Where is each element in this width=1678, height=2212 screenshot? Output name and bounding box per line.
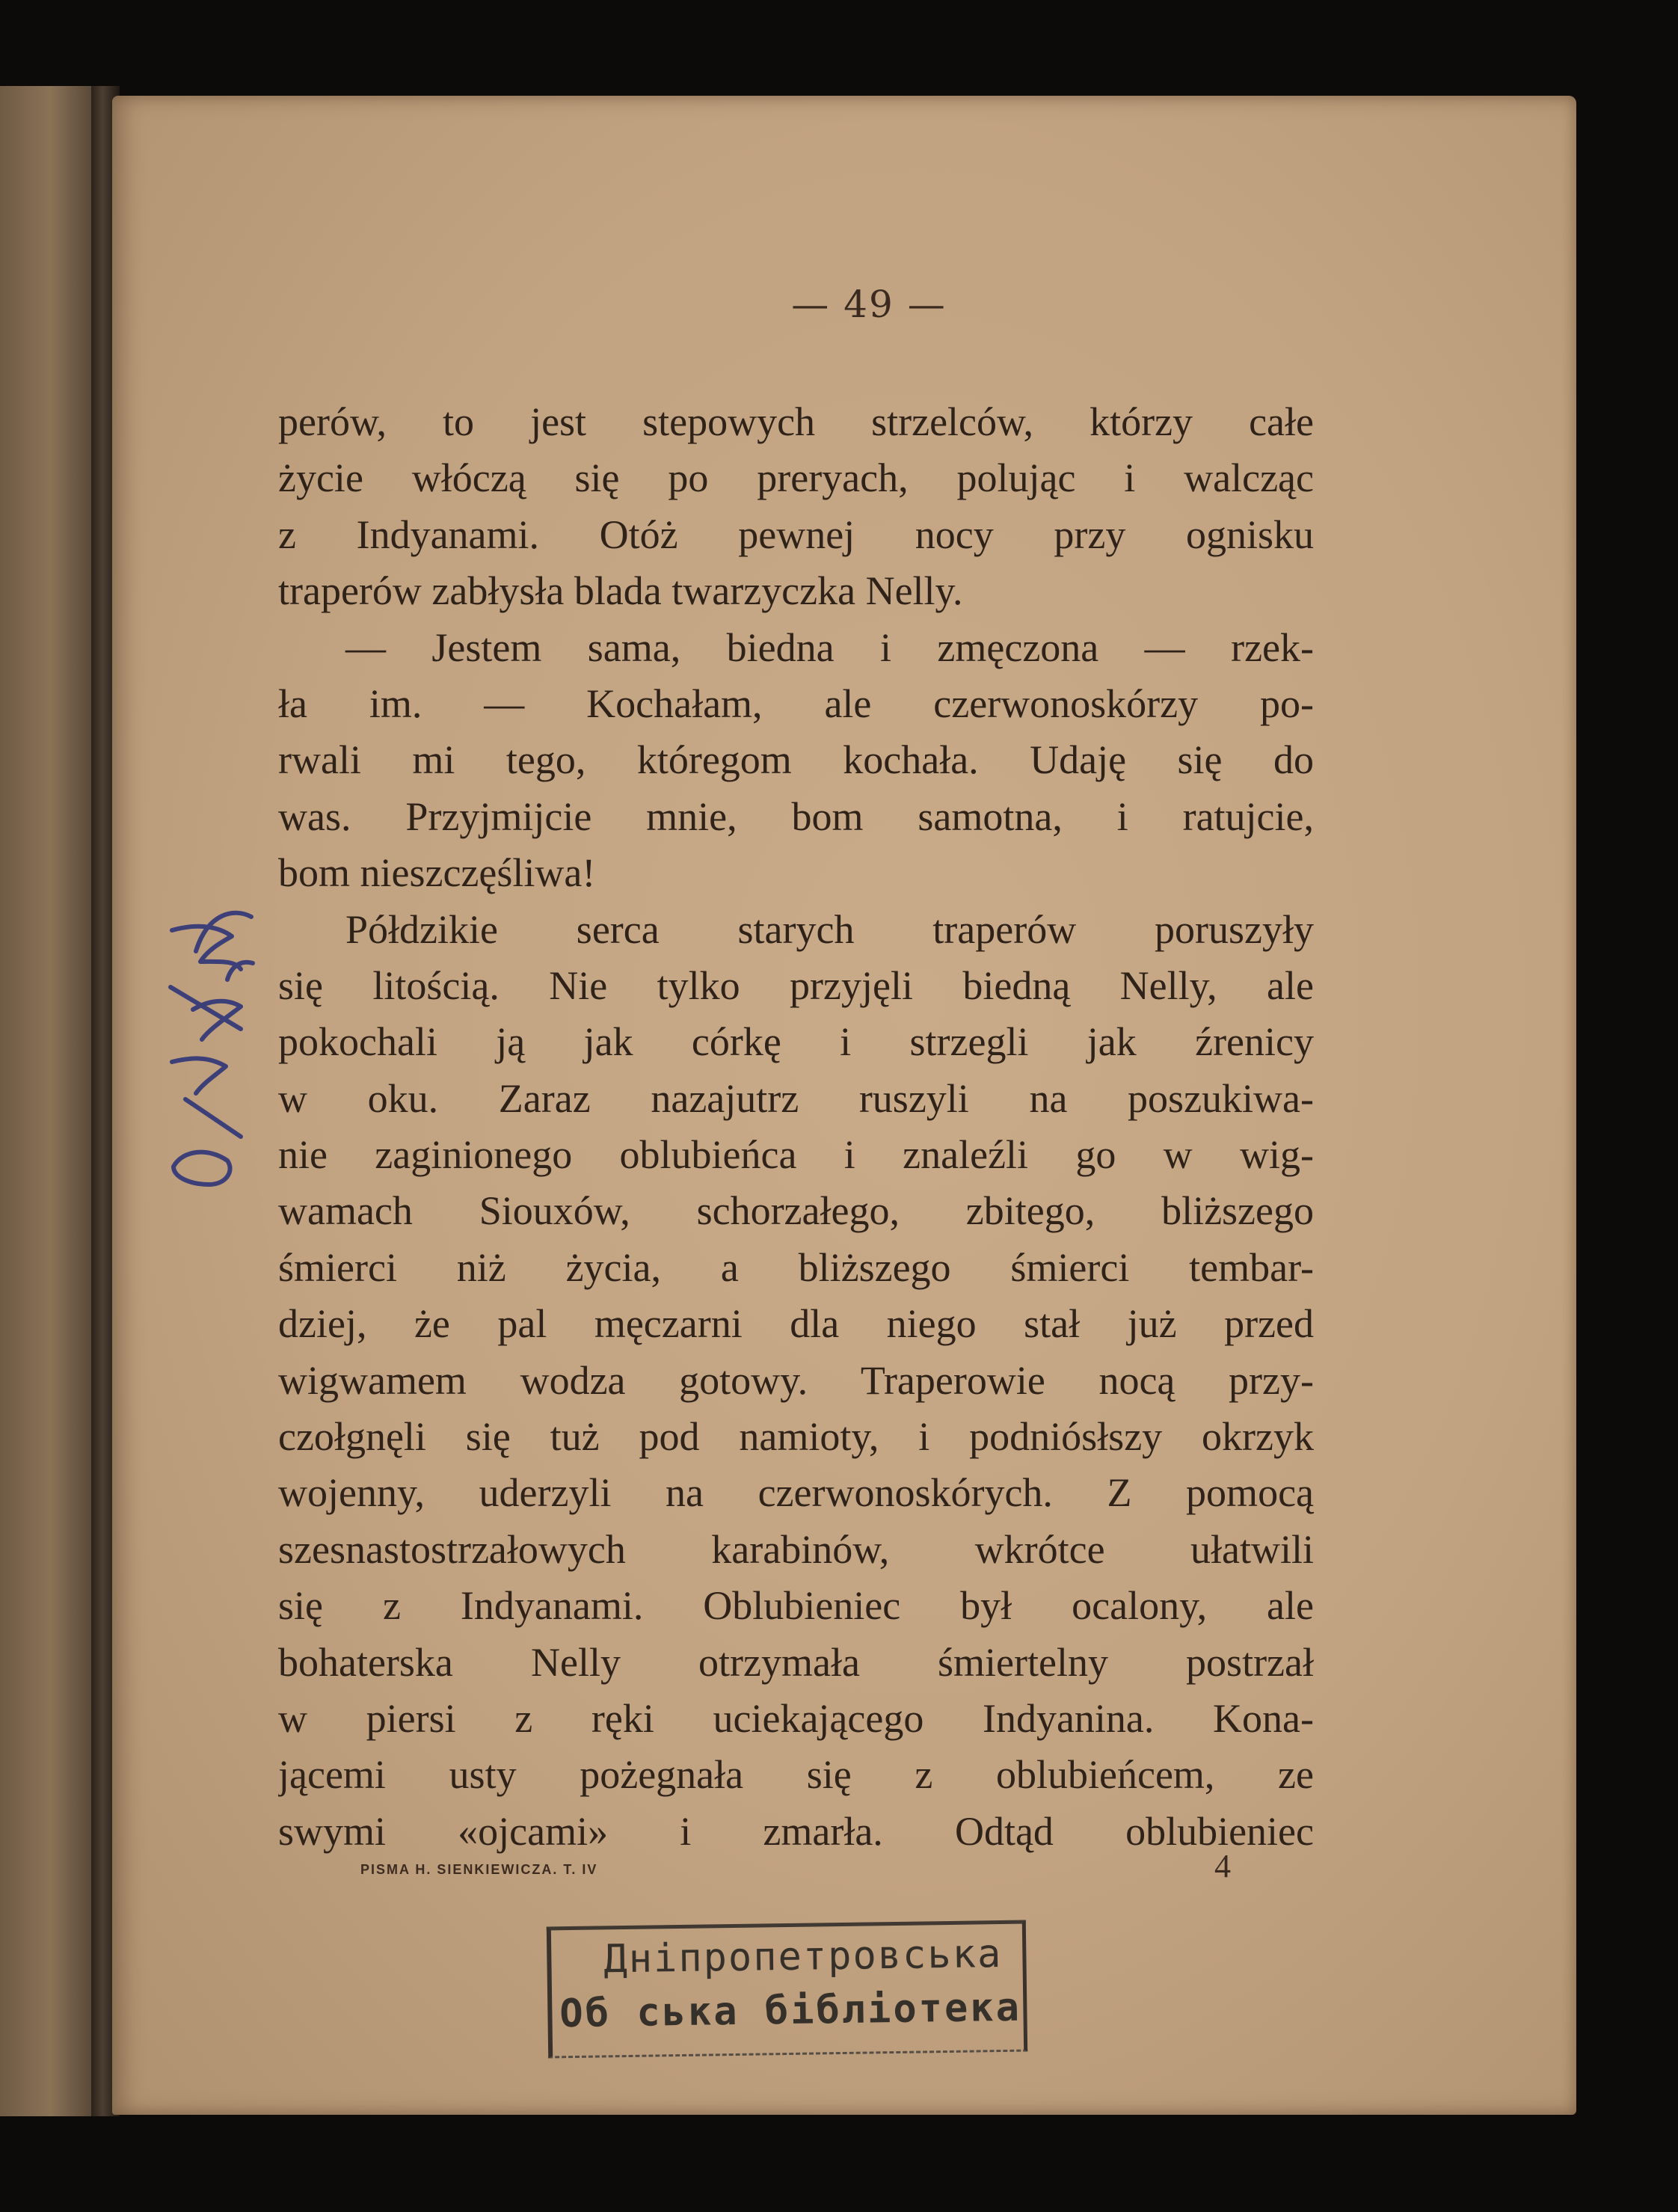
signature-number: 4 bbox=[1214, 1848, 1231, 1884]
text-line: bohaterska Nelly otrzymała śmiertelny postrzał bbox=[278, 1639, 1314, 1685]
stamp-line: Об ська бібліотека bbox=[559, 1985, 1022, 2037]
text-line: perów, to jest stepowych strzelców, którzy całe bbox=[278, 399, 1314, 444]
text-line: wojenny, uderzyli na czerwonoskórych. Z pomocą bbox=[278, 1470, 1314, 1516]
text-line: jącemi usty pożegnała się z oblubieńcem, ze bbox=[278, 1752, 1314, 1798]
text-line: bom nieszczęśliwa! bbox=[278, 850, 596, 896]
text-line: z Indyanami. Otóż pewnej nocy przy ognisku bbox=[278, 511, 1314, 557]
text-line: dziej, że pal męczarni dla niego stał już przed bbox=[278, 1301, 1314, 1347]
stamp-line: Дніпропетровська bbox=[603, 1931, 1003, 1982]
text-line: się z Indyanami. Oblubieniec był ocalony, ale bbox=[278, 1583, 1314, 1629]
text-line: nie zaginionego oblubieńca i znaleźli go w wig- bbox=[278, 1132, 1314, 1178]
page-text bbox=[278, 394, 1314, 1860]
text-line: swymi «ojcami» i zmarła. Odtąd oblubieniec bbox=[278, 1808, 1314, 1854]
text-line: w piersi z ręki uciekającego Indyanina. Kona- bbox=[278, 1695, 1314, 1741]
text-line: wigwamem wodza gotowy. Traperowie nocą przy- bbox=[278, 1357, 1314, 1403]
text-line: się litością. Nie tylko przyjęli biedną Nelly, ale bbox=[278, 962, 1314, 1008]
text-line: Półdzikie serca starych traperów poruszyły bbox=[345, 906, 1314, 952]
library-stamp bbox=[547, 1920, 1027, 2059]
text-line: rwali mi tego, któregom kochała. Udaję się do bbox=[278, 737, 1314, 783]
text-line: traperów zabłysła blada twarzyczka Nelly. bbox=[278, 568, 963, 614]
text-line: w oku. Zaraz nazajutrz ruszyli na poszukiwa- bbox=[278, 1075, 1314, 1121]
handwritten-call-number bbox=[163, 897, 313, 1211]
text-line: — Jestem sama, biedna i zmęczona — rzek- bbox=[345, 624, 1314, 670]
text-line: pokochali ją jak córkę i strzegli jak źrenicy bbox=[278, 1019, 1314, 1065]
text-line: ła im. — Kochałam, ale czerwonoskórzy po- bbox=[278, 681, 1314, 726]
text-line: śmierci niż życia, a bliższego śmierci tembar- bbox=[278, 1244, 1314, 1290]
footer-signature: PISMA H. SIENKIEWICZA. T. IV bbox=[360, 1862, 598, 1877]
text-line: czołgnęli się tuż pod namioty, i podniósłszy okrzyk bbox=[278, 1414, 1314, 1460]
text-line: was. Przyjmijcie mnie, bom samotna, i ratujcie, bbox=[278, 793, 1314, 839]
text-line: wamach Siouxów, schorzałego, zbitego, bliższego bbox=[278, 1188, 1314, 1234]
page-number: — 49 — bbox=[791, 283, 947, 326]
text-line: szesnastostrzałowych karabinów, wkrótce ułatwili bbox=[278, 1526, 1314, 1572]
left-page-edge bbox=[0, 86, 91, 2116]
text-line: życie włóczą się po preryach, polując i walcząc bbox=[278, 455, 1314, 501]
